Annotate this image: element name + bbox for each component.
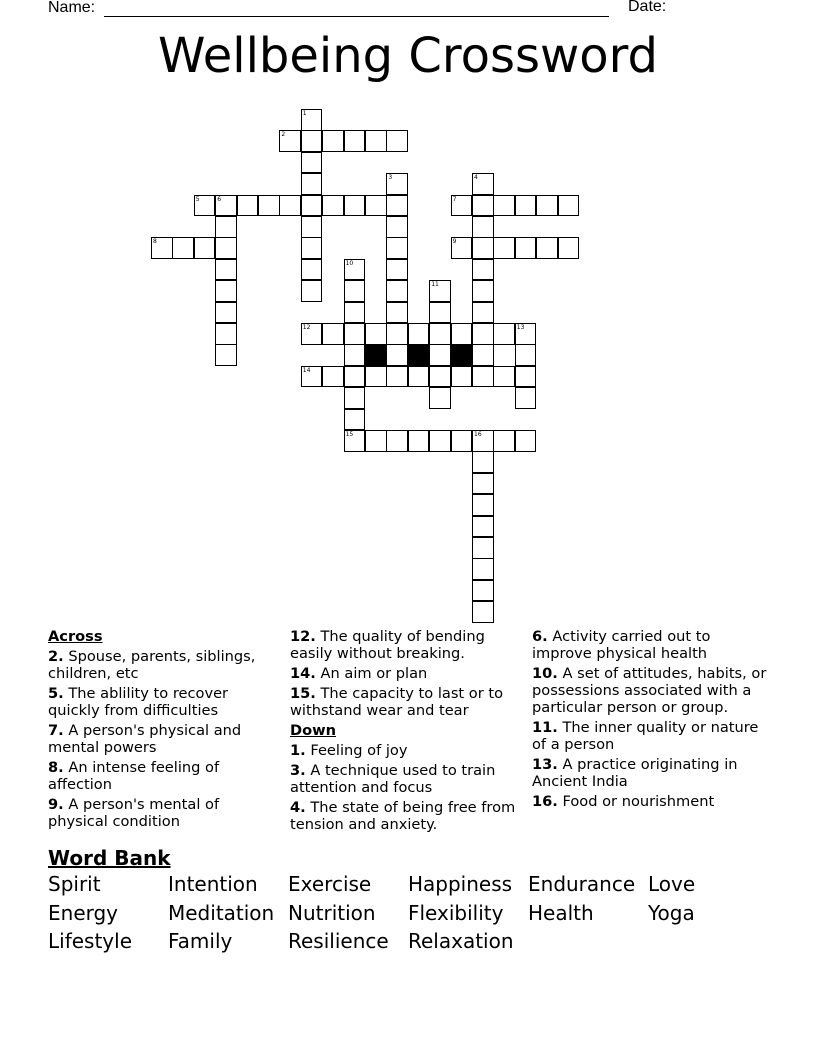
crossword-cell[interactable] [386, 216, 408, 238]
clue-number: 12. [290, 628, 316, 645]
clue-number: 9. [48, 796, 64, 813]
crossword-cell[interactable] [472, 280, 494, 302]
clue-text: A person's physical and mental powers [48, 722, 242, 756]
crossword-cell[interactable] [344, 130, 366, 152]
clue-number: 13 [516, 324, 525, 331]
crossword-cell[interactable] [215, 259, 237, 281]
crossword-cell[interactable] [451, 323, 473, 345]
crossword-cell[interactable] [215, 344, 237, 366]
black-square [408, 344, 430, 366]
crossword-cell[interactable] [301, 130, 323, 152]
clue-text: A set of attitudes, habits, or possessions associated with a particular person or group. [532, 665, 767, 716]
crossword-cell[interactable] [429, 387, 451, 409]
crossword-cell[interactable] [536, 195, 558, 217]
crossword-cell[interactable] [322, 195, 344, 217]
clue-item [290, 799, 522, 833]
clue-number: 8. [48, 759, 64, 776]
clue-text: An aim or plan [315, 665, 428, 682]
crossword-cell[interactable] [515, 430, 537, 452]
clue-item [532, 628, 768, 662]
crossword-cell[interactable] [344, 366, 366, 388]
clue-text: Feeling of joy [305, 742, 408, 759]
crossword-cell[interactable] [386, 302, 408, 324]
clue-number: 4. [290, 799, 306, 816]
word-bank-word: Relaxation [408, 929, 514, 953]
crossword-cell[interactable] [365, 130, 387, 152]
clue-text: The inner quality or nature of a person [532, 719, 759, 753]
crossword-cell[interactable] [515, 195, 537, 217]
crossword-cell[interactable] [386, 130, 408, 152]
crossword-cell[interactable] [344, 344, 366, 366]
crossword-cell[interactable] [536, 237, 558, 259]
clue-item [48, 759, 276, 793]
crossword-cell[interactable] [451, 195, 473, 217]
clue-number: 16. [532, 793, 558, 810]
crossword-cell[interactable] [301, 216, 323, 238]
crossword-cell[interactable] [365, 430, 387, 452]
clue-text: A practice originating in Ancient India [532, 756, 738, 790]
crossword-cell[interactable] [172, 237, 194, 259]
clue-number: 9 [452, 238, 457, 246]
crossword-cell[interactable] [301, 109, 323, 131]
crossword-cell[interactable] [451, 430, 473, 452]
crossword-cell[interactable] [301, 280, 323, 302]
crossword-cell[interactable] [472, 494, 494, 516]
clue-item [290, 628, 522, 662]
crossword-cell[interactable] [429, 366, 451, 388]
crossword-cell[interactable] [472, 323, 494, 345]
clue-item [532, 756, 768, 790]
crossword-cell[interactable] [515, 366, 537, 388]
crossword-cell[interactable] [386, 280, 408, 302]
clue-number: 11 [431, 281, 439, 289]
crossword-cell[interactable] [322, 323, 344, 345]
crossword-cell[interactable] [301, 195, 323, 217]
crossword-cell[interactable] [386, 173, 408, 195]
crossword-cell[interactable] [493, 366, 515, 388]
clue-number: 4 [474, 174, 478, 182]
clue-item [48, 685, 276, 719]
crossword-cell[interactable] [301, 323, 323, 345]
crossword-cell[interactable] [558, 237, 580, 259]
clue-number: 8 [153, 238, 157, 246]
word-bank-word: Endurance [528, 872, 636, 896]
word-bank-word: Exercise [288, 872, 372, 896]
crossword-cell[interactable] [408, 323, 430, 345]
clue-item [48, 648, 276, 682]
crossword-cell[interactable] [365, 195, 387, 217]
crossword-cell[interactable] [344, 302, 366, 324]
page-title: Wellbeing Crossword [158, 28, 658, 84]
clues-column-1 [48, 628, 276, 833]
clue-text: Activity carried out to improve physical health [532, 628, 711, 662]
word-bank-word: Health [528, 901, 594, 925]
clue-text: The ablility to recover quickly from difficulties [48, 685, 229, 719]
clue-text: The capacity to last or to withstand wear and tear [290, 685, 503, 719]
crossword-cell[interactable] [301, 152, 323, 174]
clue-number: 12 [302, 324, 311, 331]
crossword-cell[interactable] [515, 344, 537, 366]
crossword-cell[interactable] [386, 430, 408, 452]
crossword-cell[interactable] [515, 237, 537, 259]
clue-item [532, 665, 768, 716]
crossword-cell[interactable] [151, 237, 173, 259]
crossword-cell[interactable] [472, 195, 494, 217]
word-bank-word: Yoga [648, 901, 695, 925]
clue-number: 3 [388, 174, 393, 182]
word-bank-title: Word Bank [48, 846, 171, 870]
name-label: Name: [48, 0, 96, 16]
across-heading: Across [48, 628, 103, 645]
crossword-cell[interactable] [237, 195, 259, 217]
word-bank-word: Lifestyle [48, 929, 133, 953]
word-bank-word: Spirit [48, 872, 101, 896]
crossword-cell[interactable] [493, 195, 515, 217]
crossword-cell[interactable] [493, 430, 515, 452]
clues-column-2 [290, 628, 522, 836]
crossword-cell[interactable] [472, 473, 494, 495]
crossword-cell[interactable] [344, 323, 366, 345]
clue-number: 2 [281, 131, 286, 139]
crossword-cell[interactable] [472, 344, 494, 366]
crossword-cell[interactable] [344, 409, 366, 431]
clue-text: A technique used to train attention and focus [290, 762, 496, 796]
crossword-cell[interactable] [451, 237, 473, 259]
clue-number: 10 [345, 259, 354, 267]
clue-number: 1 [302, 110, 307, 117]
clues-column-3 [532, 628, 768, 813]
crossword-cell[interactable] [408, 366, 430, 388]
crossword-cell[interactable] [279, 130, 301, 152]
clue-number: 14 [302, 366, 311, 374]
crossword-cell[interactable] [472, 516, 494, 538]
clue-number: 7 [452, 195, 457, 203]
word-bank-word: Energy [48, 901, 119, 925]
clue-text: The quality of bending easily without breaking. [290, 628, 485, 662]
clue-number: 6. [532, 628, 548, 645]
word-bank-word: Meditation [168, 901, 275, 925]
crossword-cell[interactable] [301, 237, 323, 259]
word-bank-word: Happiness [408, 872, 513, 896]
crossword-cell[interactable] [215, 323, 237, 345]
crossword-cell[interactable] [344, 387, 366, 409]
clue-number: 11. [532, 719, 558, 736]
crossword-cell[interactable] [472, 366, 494, 388]
clue-item [48, 796, 276, 830]
clue-number: 15 [345, 431, 354, 438]
crossword-cell[interactable] [386, 259, 408, 281]
clue-item [290, 762, 522, 796]
crossword-cell[interactable] [344, 430, 366, 452]
crossword-cell[interactable] [429, 280, 451, 302]
crossword-cell[interactable] [451, 366, 473, 388]
clue-item [290, 685, 522, 719]
black-square [365, 344, 387, 366]
clue-number: 16 [474, 431, 482, 438]
crossword-cell[interactable] [344, 195, 366, 217]
word-bank-word: Family [168, 929, 233, 953]
clue-number: 5 [195, 195, 200, 203]
clue-number: 2. [48, 648, 64, 665]
crossword-cell[interactable] [472, 580, 494, 602]
crossword-cell[interactable] [472, 558, 494, 580]
crossword-cell[interactable] [215, 302, 237, 324]
crossword-cell[interactable] [365, 366, 387, 388]
crossword-cell[interactable] [386, 323, 408, 345]
crossword-cell[interactable] [215, 195, 237, 217]
word-bank-word: Resilience [288, 929, 389, 953]
crossword-cell[interactable] [194, 195, 216, 217]
word-bank-word: Nutrition [288, 901, 376, 925]
crossword-cell[interactable] [386, 195, 408, 217]
crossword-cell[interactable] [472, 601, 494, 623]
crossword-cell[interactable] [472, 173, 494, 195]
crossword-cell[interactable] [515, 387, 537, 409]
crossword-cell[interactable] [472, 259, 494, 281]
crossword-cell[interactable] [301, 173, 323, 195]
crossword-cell[interactable] [215, 237, 237, 259]
crossword-cell[interactable] [344, 259, 366, 281]
clue-item [48, 722, 276, 756]
clue-number: 14. [290, 665, 316, 682]
crossword-cell[interactable] [301, 366, 323, 388]
crossword-cell[interactable] [472, 216, 494, 238]
clue-number: 3. [290, 762, 306, 779]
crossword-cell[interactable] [429, 344, 451, 366]
crossword-cell[interactable] [322, 130, 344, 152]
crossword-cell[interactable] [472, 451, 494, 473]
clue-number: 6 [217, 195, 222, 203]
crossword-cell[interactable] [472, 430, 494, 452]
crossword-cell[interactable] [386, 237, 408, 259]
clue-item [290, 665, 522, 682]
crossword-cell[interactable] [472, 302, 494, 324]
crossword-cell[interactable] [279, 195, 301, 217]
crossword-cell[interactable] [515, 323, 537, 345]
clue-text: Food or nourishment [557, 793, 715, 810]
date-label: Date: [628, 0, 667, 15]
clue-number: 1. [290, 742, 306, 759]
clue-number: 7. [48, 722, 64, 739]
crossword-cell[interactable] [408, 430, 430, 452]
word-bank-word: Flexibility [408, 901, 504, 925]
clue-text: The state of being free from tension and anxiety. [290, 799, 516, 833]
clue-number: 13. [532, 756, 558, 773]
crossword-cell[interactable] [194, 237, 216, 259]
crossword-cell[interactable] [558, 195, 580, 217]
crossword-cell[interactable] [429, 323, 451, 345]
crossword-cell[interactable] [493, 237, 515, 259]
crossword-cell[interactable] [301, 259, 323, 281]
crossword-cell[interactable] [215, 280, 237, 302]
crossword-cell[interactable] [472, 237, 494, 259]
crossword-cell[interactable] [386, 366, 408, 388]
clue-item [532, 719, 768, 753]
black-square [451, 344, 473, 366]
crossword-cell[interactable] [429, 302, 451, 324]
clue-text: Spouse, parents, siblings, children, etc [48, 648, 256, 682]
clue-number: 10. [532, 665, 558, 682]
down-heading: Down [290, 722, 337, 739]
crossword-cell[interactable] [344, 280, 366, 302]
crossword-cell[interactable] [215, 216, 237, 238]
crossword-cell[interactable] [322, 366, 344, 388]
word-bank-word: Love [648, 872, 696, 896]
crossword-cell[interactable] [493, 323, 515, 345]
clue-number: 5. [48, 685, 64, 702]
clue-text: An intense feeling of affection [48, 759, 220, 793]
crossword-cell[interactable] [386, 344, 408, 366]
clue-text: A person's mental of physical condition [48, 796, 220, 830]
crossword-cell[interactable] [365, 323, 387, 345]
clue-number: 15. [290, 685, 316, 702]
word-bank-word: Intention [168, 872, 258, 896]
crossword-cell[interactable] [472, 537, 494, 559]
clue-item [532, 793, 768, 810]
crossword-cell[interactable] [258, 195, 280, 217]
crossword-cell[interactable] [429, 430, 451, 452]
clue-item [290, 742, 522, 759]
